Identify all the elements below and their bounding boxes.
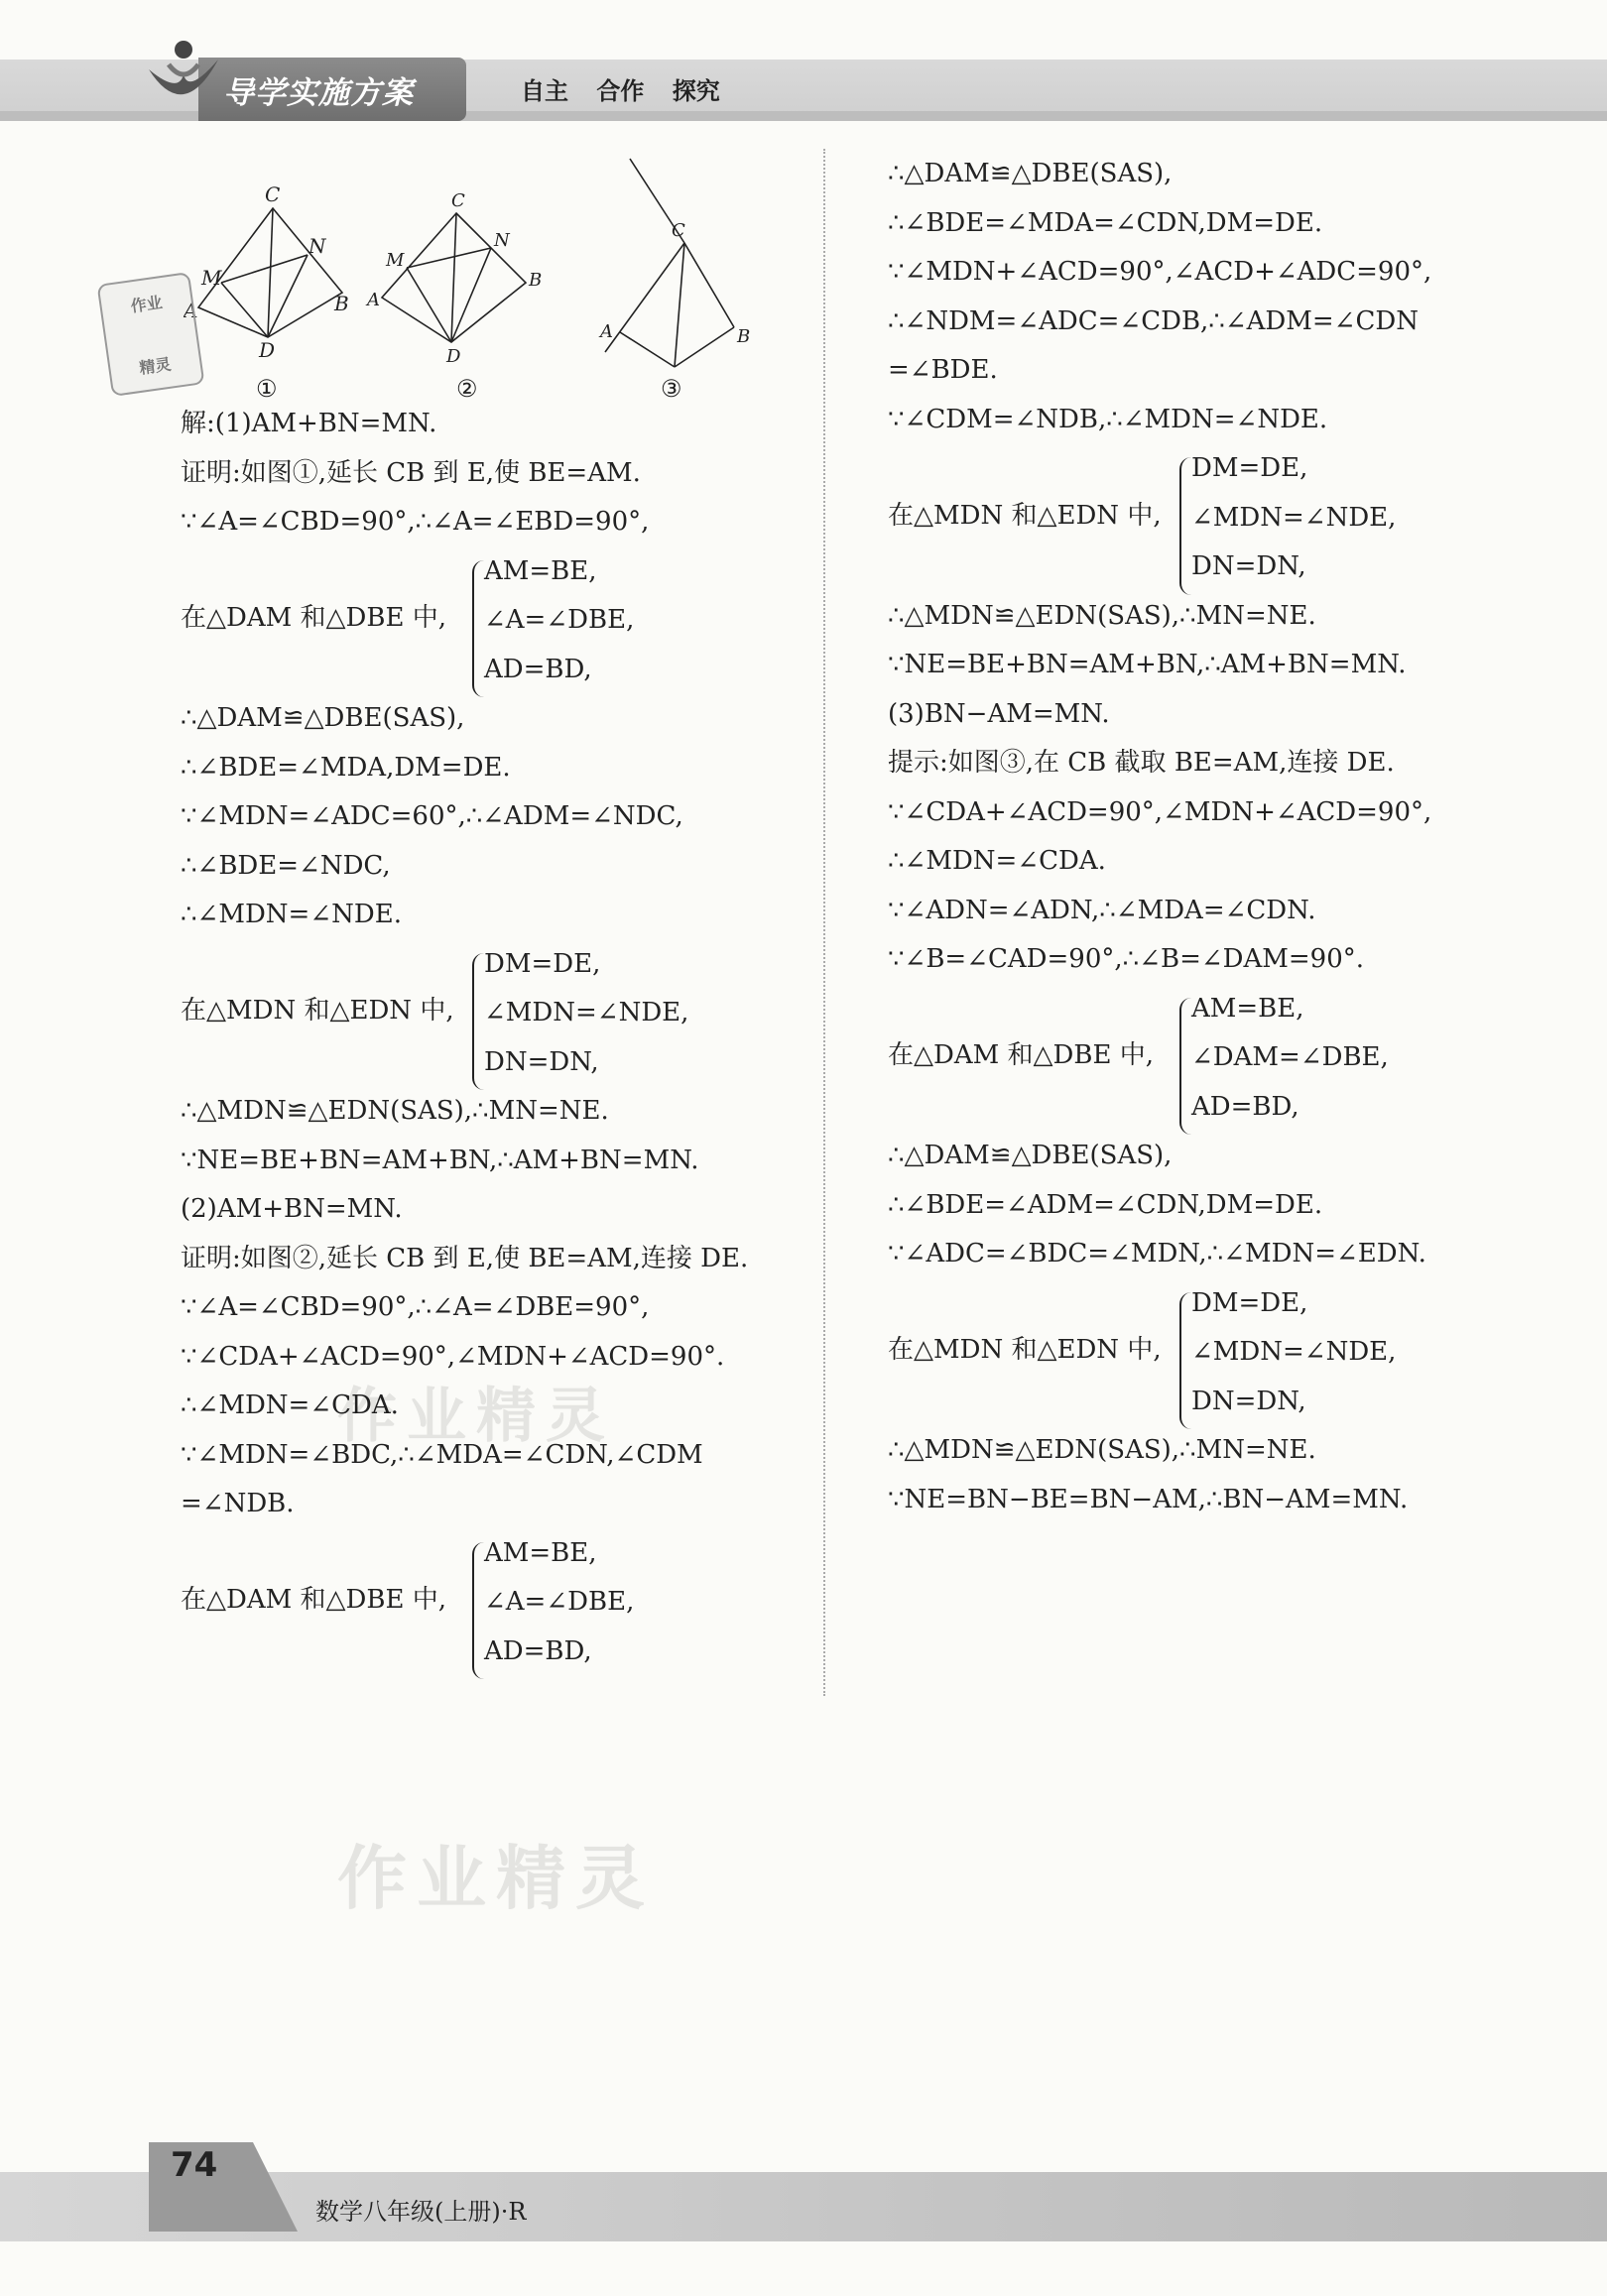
proof-line: ∵∠CDA+∠ACD=90°,∠MDN+∠ACD=90°, [888, 796, 1432, 827]
header-title: 导学实施方案 [223, 75, 414, 111]
system-row: DN=DN, [484, 1046, 599, 1077]
proof-line: =∠BDE. [888, 355, 998, 385]
column-divider [823, 149, 825, 1696]
svg-text:N: N [309, 234, 326, 258]
svg-text:D: D [446, 346, 461, 362]
system-row: AM=BE, [1191, 993, 1304, 1024]
system-row: DM=DE, [1191, 1287, 1308, 1318]
stamp-text-top: 作业 [129, 293, 164, 316]
watermark-text-large: 作业精灵 [337, 1838, 655, 1919]
proof-line: ∵∠B=∠CAD=90°,∴∠B=∠DAM=90°. [888, 944, 1365, 974]
figure-1 [184, 183, 362, 357]
proof-line: ∴△DAM≌△DBE(SAS), [888, 1141, 1173, 1170]
proof-line: ∵∠MDN+∠ACD=90°,∠ACD+∠ADC=90°, [888, 257, 1432, 287]
svg-text:C: C [265, 183, 281, 206]
proof-line: ∵NE=BE+BN=AM+BN,∴AM+BN=MN. [888, 650, 1407, 679]
left-column [181, 409, 815, 1688]
proof-line: 证明:如图②,延长 CB 到 E,使 BE=AM,连接 DE. [181, 1243, 749, 1273]
system-prefix: 在△MDN 和△EDN 中, [888, 1335, 1162, 1365]
figure-2 [362, 188, 546, 362]
svg-text:A: A [184, 299, 198, 322]
svg-text:M: M [386, 250, 405, 271]
proof-line: ∵∠MDN=∠ADC=60°,∴∠ADM=∠NDC, [181, 801, 683, 831]
system-row: ∠MDN=∠NDE, [1191, 1337, 1397, 1367]
svg-text:C: C [672, 220, 685, 241]
system-prefix: 在△MDN 和△EDN 中, [181, 996, 454, 1026]
figure-3 [590, 154, 759, 377]
system-row: ∠A=∠DBE, [484, 605, 635, 635]
svg-text:N: N [494, 230, 510, 251]
system-prefix: 在△MDN 和△EDN 中, [888, 500, 1162, 531]
watermark-text: 作业精灵 [337, 1382, 615, 1451]
system-row: ∠MDN=∠NDE, [1191, 502, 1397, 533]
watermark-stamp [97, 272, 205, 397]
proof-line: (3)BN−AM=MN. [888, 698, 1110, 729]
figure-1-caption: ① [256, 375, 278, 403]
proof-line: ∴∠BDE=∠MDA=∠CDN,DM=DE. [888, 207, 1323, 238]
proof-line: =∠NDB. [181, 1489, 295, 1518]
figure-3-caption: ③ [661, 375, 682, 403]
book-logo-icon [139, 30, 228, 119]
proof-line: ∴△MDN≌△EDN(SAS),∴MN=NE. [888, 1435, 1316, 1465]
svg-text:C: C [451, 190, 465, 211]
svg-text:B: B [737, 326, 751, 347]
svg-text:M: M [201, 266, 222, 290]
proof-line: 提示:如图③,在 CB 截取 BE=AM,连接 DE. [888, 748, 1395, 778]
system-prefix: 在△DAM 和△DBE 中, [181, 603, 446, 633]
system-prefix: 在△DAM 和△DBE 中, [181, 1585, 446, 1615]
proof-line: ∵∠ADC=∠BDC=∠MDN,∴∠MDN=∠EDN. [888, 1239, 1426, 1269]
system-row: DN=DN, [1191, 551, 1306, 581]
proof-line: ∴∠MDN=∠NDE. [181, 900, 402, 929]
system-row: AD=BD, [484, 654, 592, 684]
proof-line: ∵∠A=∠CBD=90°,∴∠A=∠EBD=90°, [181, 507, 650, 537]
proof-line: 证明:如图①,延长 CB 到 E,使 BE=AM. [181, 457, 641, 488]
svg-text:B: B [529, 270, 543, 291]
proof-line: ∴∠MDN=∠CDA. [888, 846, 1106, 876]
svg-text:B: B [334, 292, 349, 315]
system-row: AD=BD, [1191, 1091, 1299, 1122]
system-row: DM=DE, [1191, 453, 1308, 483]
svg-text:A: A [600, 321, 613, 342]
proof-line: ∴∠BDE=∠ADM=∠CDN,DM=DE. [888, 1189, 1323, 1220]
figure-2-caption: ② [456, 375, 478, 403]
proof-line: ∵∠CDA+∠ACD=90°,∠MDN+∠ACD=90°. [181, 1341, 725, 1372]
svg-text:D: D [259, 338, 276, 357]
system-prefix: 在△DAM 和△DBE 中, [888, 1040, 1154, 1070]
proof-line: (2)AM+BN=MN. [181, 1194, 403, 1224]
system-row: ∠A=∠DBE, [484, 1587, 635, 1617]
system-row: ∠MDN=∠NDE, [484, 998, 689, 1027]
header-subtitle: 自主 合作 探究 [521, 77, 720, 105]
proof-line: ∴△MDN≌△EDN(SAS),∴MN=NE. [181, 1096, 609, 1126]
right-column [888, 159, 1562, 1547]
system-row: AD=BD, [484, 1635, 592, 1666]
system-row: AM=BE, [484, 1537, 597, 1568]
page-number: 74 [171, 2145, 218, 2185]
proof-line: ∵∠A=∠CBD=90°,∴∠A=∠DBE=90°, [181, 1292, 650, 1322]
proof-line: ∵NE=BE+BN=AM+BN,∴AM+BN=MN. [181, 1145, 699, 1175]
proof-line: ∵NE=BN−BE=BN−AM,∴BN−AM=MN. [888, 1484, 1409, 1514]
proof-line: 解:(1)AM+BN=MN. [181, 409, 437, 438]
book-title: 数学八年级(上册)·R [315, 2198, 527, 2226]
proof-line: ∵∠MDN=∠BDC,∴∠MDA=∠CDN,∠CDM [181, 1439, 703, 1470]
proof-line: ∴∠NDM=∠ADC=∠CDB,∴∠ADM=∠CDN [888, 305, 1419, 336]
brace [1179, 998, 1191, 1136]
system-row: DN=DN, [1191, 1386, 1306, 1416]
brace [472, 953, 484, 1091]
system-row: DM=DE, [484, 948, 601, 979]
brace [1179, 1292, 1191, 1430]
system-row: ∠DAM=∠DBE, [1191, 1042, 1389, 1072]
proof-line: ∴∠MDN=∠CDA. [181, 1390, 399, 1420]
system-row: AM=BE, [484, 555, 597, 586]
proof-line: ∴△MDN≌△EDN(SAS),∴MN=NE. [888, 600, 1316, 631]
proof-line: ∴∠BDE=∠MDA,DM=DE. [181, 752, 511, 783]
proof-line: ∵∠ADN=∠ADN,∴∠MDA=∠CDN. [888, 895, 1316, 925]
stamp-text-bottom: 精灵 [138, 354, 173, 378]
proof-line: ∵∠CDM=∠NDB,∴∠MDN=∠NDE. [888, 404, 1328, 434]
brace [472, 1542, 484, 1680]
proof-line: ∴∠BDE=∠NDC, [181, 850, 391, 881]
proof-line: ∴△DAM≌△DBE(SAS), [888, 159, 1173, 188]
brace [1179, 457, 1191, 595]
svg-text:A: A [367, 290, 380, 310]
proof-line: ∴△DAM≌△DBE(SAS), [181, 703, 465, 733]
brace [472, 560, 484, 698]
